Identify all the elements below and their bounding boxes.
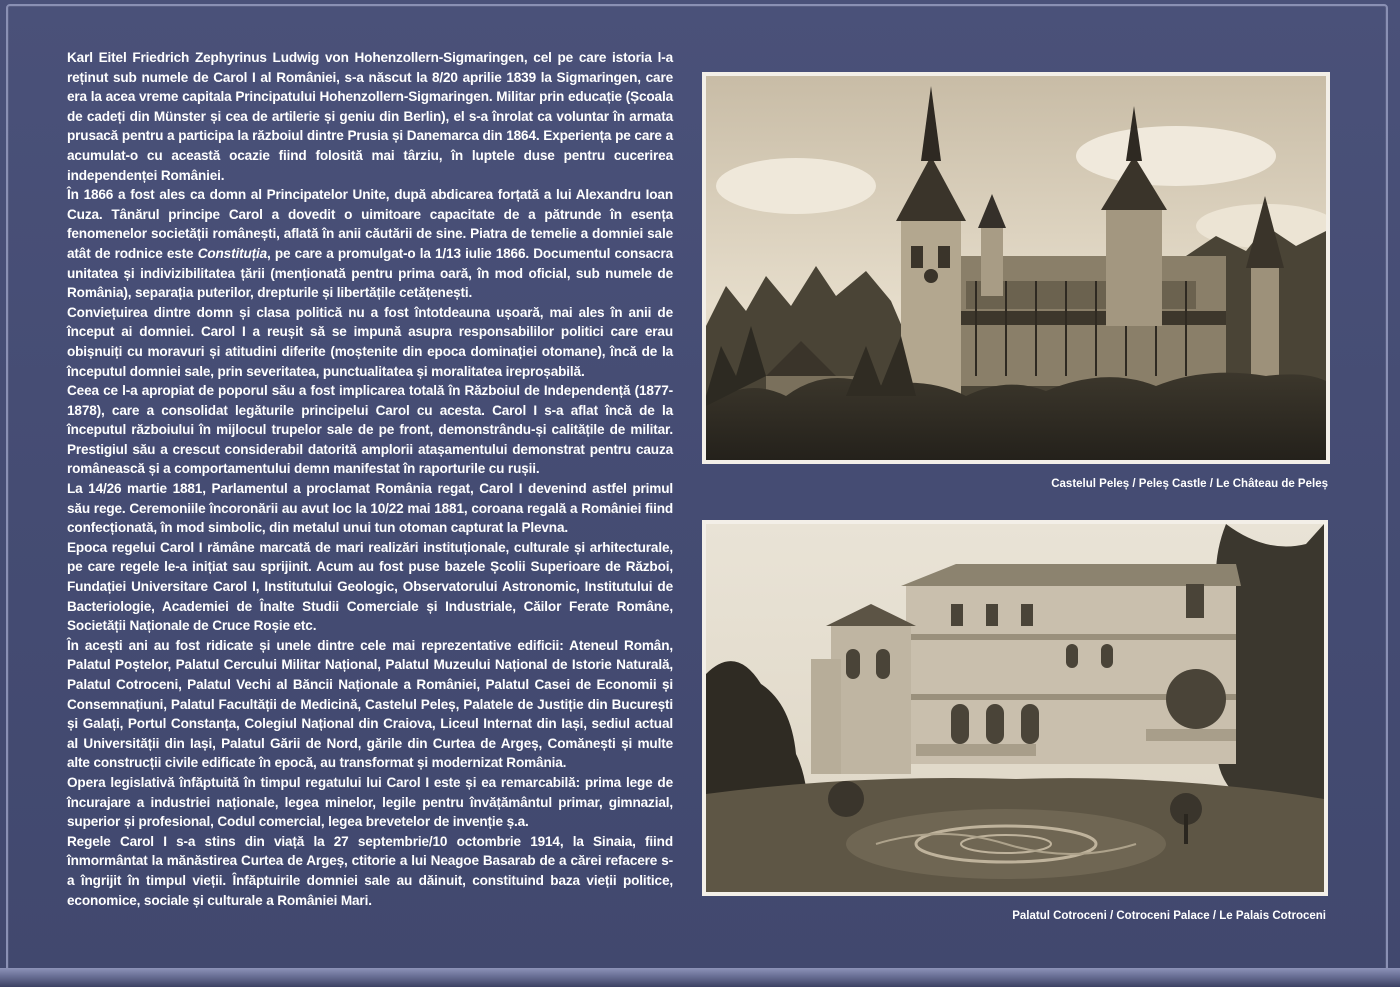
cotroceni-palace-caption: Palatul Cotroceni / Cotroceni Palace / Le Palais Cotroceni xyxy=(1012,910,1326,922)
peles-castle-photo xyxy=(702,72,1330,464)
paragraph-8: Opera legislativă înfăptuită în timpul regatului lui Carol I este și ea remarcabilă: prima lege de încurajare a industriei naționale, legea minelor, legile pentru învățământul primar, gimnazial, superior și profesional, Codul comercial, legea brevetelor de invenție ș.a. xyxy=(67,774,673,830)
peles-castle-caption: Castelul Peleș / Peleș Castle / Le Château de Peleș xyxy=(1051,478,1328,490)
paragraph-1: Karl Eitel Friedrich Zephyrinus Ludwig von Hohenzollern-Sigmaringen, cel pe care istoria l-a reținut sub numele de Carol I al României, s-a născut la 8/20 aprilie 1839 la Sigmaringen, care era la acea vreme capitala Principatului Hohenzollern-Sigmaringen. Militar prin educație (Școala de cadeți din Münster și cea de artilerie și geniu din Berlin), el s-a înrolat ca voluntar în armata prusacă pentru a participa la războiul dintre Prusia și Danemarca din 1864. Experiența pe care a acumulat-o cu această ocazie fiind folosită mai târziu, în luptele duse pentru cucerirea independenței României. xyxy=(67,50,673,183)
paragraph-5: La 14/26 martie 1881, Parlamentul a proclamat România regat, Carol I devenind astfel primul său rege. Ceremoniile încoronării au avut loc la 10/22 mai 1881, coroana regală a României fiind confecționată, în mod simbolic, din metalul unui tun otoman capturat la Plevna. xyxy=(67,481,673,536)
paragraph-3: Conviețuirea dintre domn și clasa politică nu a fost întotdeauna ușoară, mai ales în anii de început ai domniei. Carol I a reușit să se impună asupra responsabililor politici care erau obișnuiți cu moravuri și atitudini diferite (moștenite din epoca dominației otomane), încă de la începutul domniei sale, prin severitatea, punctualitatea și moralitatea ireproșabilă. xyxy=(67,304,673,379)
biography-text xyxy=(67,48,673,910)
paragraph-2: În 1866 a fost ales ca domn al Principatelor Unite, după abdicarea forțată a lui Alexandru Ioan Cuza. Tânărul principe Carol a dovedit o uimitoare capacitate de a pătrunde în esența fenomenelor societății românești, aflată în anii căutării de sine. Piatra de temelie a domniei sale atât de rodnice este Constituția, pe care a promulgat-o la 1/13 iulie 1866. Documentul consacra unitatea și indivizibilitatea țării (menționată pentru prima oară, în mod oficial, sub numele de România), separația puterilor, drepturile și libertățile cetățenești. xyxy=(67,187,673,301)
paragraph-6: Epoca regelui Carol I rămâne marcată de mari realizări instituționale, culturale și arhitecturale, pe care regele le-a inițiat sau sprijinit. Acum au fost puse bazele Școlii Superioare de Război, Fundației Universitare Carol I, Institutului Geologic, Observatorului Astronomic, Institutului de Bacteriologie, Academiei de Înalte Studii Comerciale și Industriale, Căilor Ferate Române, Societății Naționale de Cruce Roșie etc. xyxy=(67,539,673,634)
paragraph-9: Regele Carol I s-a stins din viață la 27 septembrie/10 octombrie 1914, la Sinaia, fiind înmormântat la mănăstirea Curtea de Argeș, ctitorie a lui Neagoe Basarab de a cărei refacere s-a îngrijit în timpul vieții. Înfăptuirile domniei sale au dăinuit, constituind baza vieții politice, economice, sociale și culturale a României Mari. xyxy=(67,833,673,908)
paragraph-7: În acești ani au fost ridicate și unele dintre cele mai reprezentative edificii: Ateneul Român, Palatul Poștelor, Palatul Cercului Militar Național, Palatul Muzeului Național de Istorie Naturală, Palatul Cotroceni, Palatul Vechi al Băncii Naționale a României, Palatul Casei de Economii și Consemnațiuni, Palatul Facultății de Medicină, Castelul Peleș, Palatele de Justiție din București și Galați, Portul Constanța, Colegiul Național din Craiova, Liceul Internat din Iași, sediul actual al Universității din Iași, Palatul Gării de Nord, gările din Curtea de Argeș, Comănești și multe alte construcții civile edificate în epocă, au transformat și modernizat România. xyxy=(67,637,673,771)
board-bottom-edge xyxy=(0,968,1400,987)
cotroceni-palace-photo xyxy=(702,520,1328,896)
paragraph-4: Ceea ce l-a apropiat de poporul său a fost implicarea totală în Războiul de Independență (1877-1878), care a consolidat legăturile principelui Carol cu acesta. Carol I s-a aflat încă de la începutul războiului în mijlocul trupelor sale de pe front, demonstrându-și calitățile de militar. Prestigiul său a crescut considerabil datorită amplorii atașamentului demonstrat pentru cauza românească și a comportamentului demn manifestat în raporturile cu rușii. xyxy=(67,383,673,477)
